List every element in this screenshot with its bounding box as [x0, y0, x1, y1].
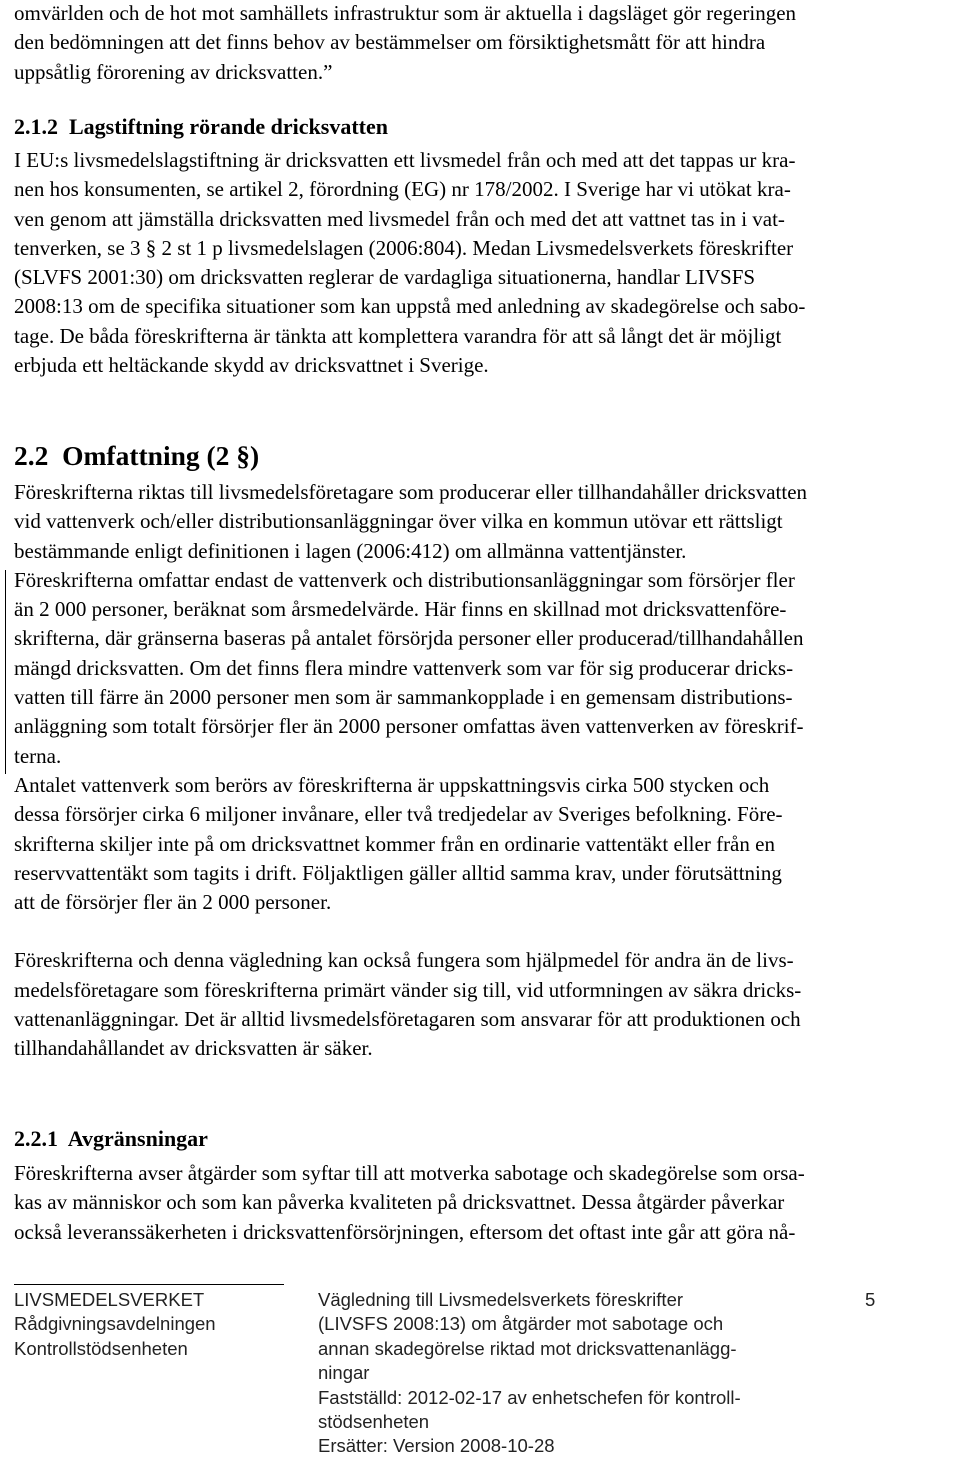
section-2-2-body: [14, 478, 948, 1064]
footer-line: Ersätter: Version 2008-10-28: [318, 1435, 555, 1457]
section-2-1-2-body: [14, 146, 948, 380]
text-line: I EU:s livsmedelslagstiftning är dricksvatten ett livsmedel från och med att det tappas ur kra-: [14, 148, 796, 172]
section-heading-2-2: 2.2 Omfattning (2 §): [14, 440, 260, 471]
text-line: dessa försörjer cirka 6 miljoner invånare, eller två tredjedelar av Sveriges befolkning. Före-: [14, 802, 783, 827]
text-line: Föreskrifterna riktas till livsmedelsföretagare som producerar eller tillhandahåller dricksvatten: [14, 480, 808, 504]
section-2-2-1-body: [14, 1159, 948, 1247]
footer-line: Fastställd: 2012-02-17 av enhetschefen för kontroll-: [318, 1386, 741, 1408]
text-line: bestämmande enligt definitionen i lagen (2006:412) om allmänna vattentjänster.: [14, 538, 687, 563]
text-line: också leveranssäkerheten i dricksvattenförsörjningen, eftersom det oftast inte går att göra nå-: [14, 1219, 796, 1244]
text-line: medelsföretagare som föreskrifterna primärt vänder sig till, vid utformningen av säkra dricks-: [14, 977, 802, 1002]
text-line: ven genom att jämställa dricksvatten med livsmedel från och med det att vattnet tas in i vat-: [14, 206, 785, 231]
footer-line: stödsenheten: [318, 1411, 430, 1433]
text-line: anläggning som totalt försörjer fler än 2000 personer omfattas även vattenverken av föreskrif-: [14, 714, 804, 739]
text-line: skrifterna, där gränserna baseras på antalet försörjda personer eller producerad/tillhandahållen: [14, 626, 804, 651]
text-line: vatten till färre än 2000 personer men som är sammankopplade i en gemensam distributions-: [14, 685, 793, 710]
text-line: 2008:13 om de specifika situationer som kan uppstå med anledning av skadegörelse och sabo-: [14, 294, 806, 319]
footer-rule: [14, 1284, 284, 1285]
footer-line: Kontrollstödsenheten: [14, 1337, 188, 1359]
section-2-2-paragraph-1: [14, 478, 948, 566]
text-line: tenverken, se 3 § 2 st 1 p livsmedelslagen (2006:804). Medan Livsmedelsverkets föreskrifter: [14, 235, 794, 260]
text-line: uppsåtlig förorening av dricksvatten.”: [14, 59, 333, 84]
text-line: Föreskrifterna omfattar endast de vattenverk och distributionsanläggningar som försörjer fler: [14, 567, 795, 592]
text-line: terna.: [14, 743, 62, 768]
text-line: tage. De båda föreskrifterna är tänkta att komplettera varandra för att så långt det är möjligt: [14, 323, 782, 348]
section-2-2-paragraph-4: [14, 946, 948, 1063]
footer-line: Rådgivningsavdelningen: [14, 1313, 216, 1335]
text-line: erbjuda ett heltäckande skydd av dricksvattnet i Sverige.: [14, 353, 489, 378]
footer-line: (LIVSFS 2008:13) om åtgärder mot sabotage och: [318, 1313, 724, 1335]
text-line: (SLVFS 2001:30) om dricksvatten reglerar de vardagliga situationerna, handlar LIVSFS: [14, 265, 756, 290]
text-line: än 2 000 personer, beräknat som årsmedelvärde. Här finns en skillnad mot dricksvattenföre-: [14, 597, 787, 622]
intro-paragraph: [14, 0, 948, 87]
section-2-2-1-paragraph: [14, 1159, 948, 1247]
text-line: kas av människor och som kan påverka kvaliteten på dricksvattnet. Dessa åtgärder påverkar: [14, 1190, 785, 1215]
intro-text: [14, 0, 948, 87]
footer-document-info: [318, 1288, 818, 1459]
text-line: Föreskrifterna avser åtgärder som syftar till att motverka sabotage och skadegörelse som orsa-: [14, 1161, 805, 1185]
text-line: vid vattenverk och/eller distributionsanläggningar över vilka en kommun utövar ett rättsligt: [14, 509, 783, 534]
section-2-1-2-paragraph: [14, 146, 948, 380]
footer-organization: [14, 1288, 294, 1361]
page-footer: [14, 1284, 948, 1457]
text-line: nen hos konsumenten, se artikel 2, förordning (EG) nr 178/2002. I Sverige har vi utökat kra-: [14, 177, 791, 202]
section-heading-2-1-2: 2.1.2 Lagstiftning rörande dricksvatten: [14, 114, 388, 139]
text-line: att de försörjer fler än 2 000 personer.: [14, 890, 332, 915]
text-line: den bedömningen att det finns behov av bestämmelser om försiktighetsmått för att hindra: [14, 30, 766, 55]
footer-line: Vägledning till Livsmedelsverkets föreskrifter: [318, 1289, 684, 1310]
section-heading-2-2-1: 2.2.1 Avgränsningar: [14, 1126, 208, 1151]
text-line: vattenanläggningar. Det är alltid livsmedelsföretagaren som ansvarar för att produktionen och: [14, 1007, 801, 1032]
footer-line: ningar: [318, 1362, 370, 1384]
text-line: Antalet vattenverk som berörs av föreskrifterna är uppskattningsvis cirka 500 stycken och: [14, 772, 770, 797]
section-2-2-paragraph-3: [14, 771, 948, 917]
revision-bar: [5, 570, 6, 774]
text-line: reservvattentäkt som tagits i drift. Följaktligen gäller alltid samma krav, under förutsättning: [14, 860, 782, 885]
section-2-2-paragraph-2: [14, 566, 948, 771]
text-line: tillhandahållandet av dricksvatten är säker.: [14, 1036, 373, 1061]
footer-line: LIVSMEDELSVERKET: [14, 1289, 205, 1310]
footer-line: annan skadegörelse riktad mot dricksvattenanlägg-: [318, 1337, 737, 1359]
text-line: omvärlden och de hot mot samhällets infrastruktur som är aktuella i dagsläget gör regeringen: [14, 1, 797, 25]
text-line: skrifterna skiljer inte på om dricksvattnet kommer från en ordinarie vattentäkt eller från en: [14, 831, 775, 856]
text-line: mängd dricksvatten. Om det finns flera mindre vattenverk som var för sig producerar dricks-: [14, 655, 794, 680]
page-number: 5: [865, 1289, 876, 1310]
text-line: Föreskrifterna och denna vägledning kan också fungera som hjälpmedel för andra än de livs-: [14, 948, 794, 973]
